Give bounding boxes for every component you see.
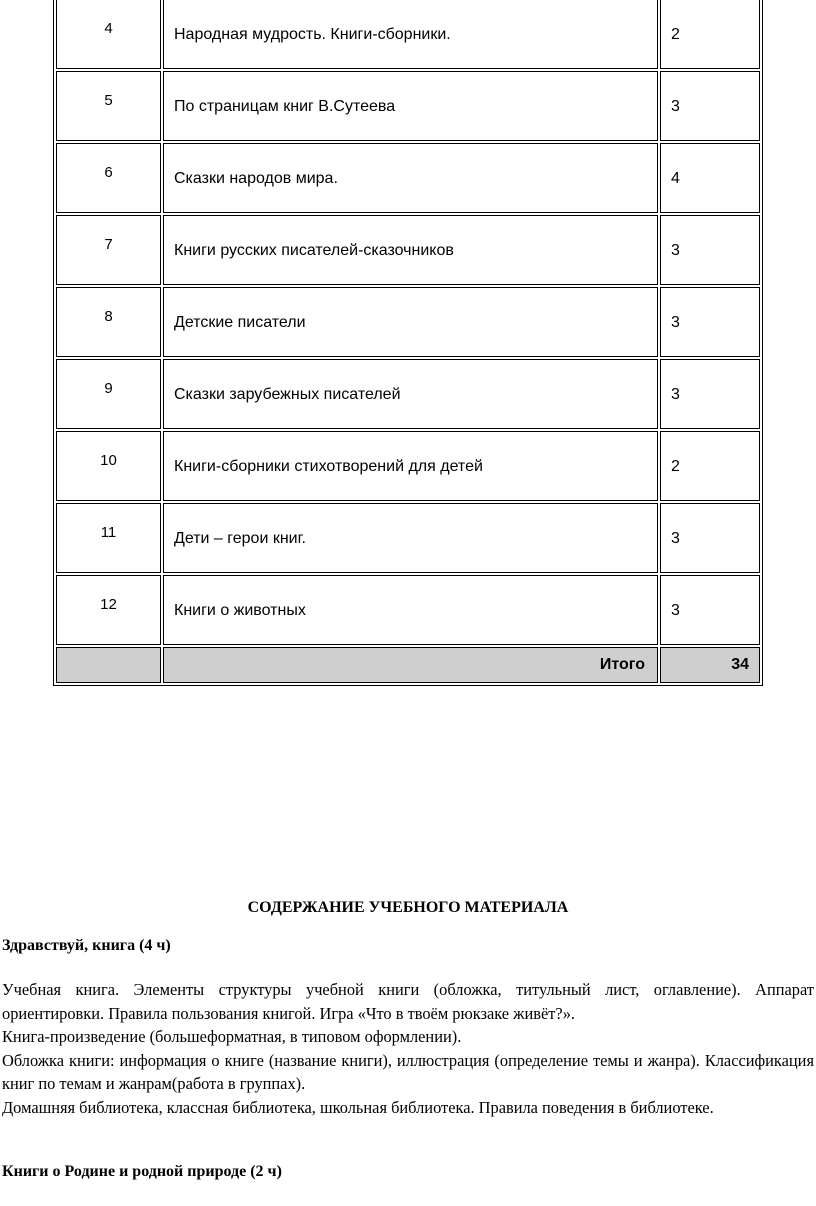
table-row: [56, 287, 760, 357]
table-row: [56, 575, 760, 645]
table-row: [56, 143, 760, 213]
row-number: 5: [104, 92, 113, 109]
row-title: Книги о животных: [174, 602, 306, 619]
row-hours: 4: [671, 170, 680, 187]
table-row: [56, 0, 760, 69]
row-hours: 3: [671, 242, 680, 259]
row-number: 9: [104, 380, 113, 397]
row-hours: 3: [671, 602, 680, 619]
row-title: Сказки зарубежных писателей: [174, 386, 401, 403]
row-title: Народная мудрость. Книги-сборники.: [174, 26, 451, 43]
row-hours: 3: [671, 530, 680, 547]
row-number: 12: [100, 596, 117, 613]
row-hours: 3: [671, 314, 680, 331]
table-row: [56, 359, 760, 429]
row-hours: 3: [671, 98, 680, 115]
table-row: [56, 215, 760, 285]
row-number: 11: [100, 524, 117, 541]
section-title: Книги о Родине и родной природе (2 ч): [2, 1163, 282, 1180]
row-number: 8: [104, 308, 113, 325]
row-hours: 2: [671, 458, 680, 475]
paragraph: Учебная книга. Элементы структуры учебной книги (обложка, титульный лист, оглавление). Аппарат ориентировки. Правила пользования книгой. Игра «Что в твоём рюкзаке живёт?».: [2, 980, 814, 1023]
row-number: 6: [104, 164, 113, 181]
row-title: Детские писатели: [174, 314, 306, 331]
row-hours: 3: [671, 386, 680, 403]
row-title: Книги-сборники стихотворений для детей: [174, 458, 483, 475]
paragraph: Домашняя библиотека, классная библиотека, школьная библиотека. Правила поведения в библиотеке.: [2, 1097, 714, 1117]
total-label: Итого: [599, 656, 645, 673]
curriculum-table: [53, 0, 763, 686]
section-title: Здравствуй, книга (4 ч): [2, 937, 171, 954]
total-row: [56, 647, 760, 683]
table-row: [56, 503, 760, 573]
row-number: 7: [104, 236, 113, 253]
row-title: Сказки народов мира.: [174, 170, 338, 187]
row-hours: 2: [671, 26, 680, 43]
table-row: [56, 71, 760, 141]
row-title: Дети – герои книг.: [174, 530, 306, 547]
row-number: 10: [100, 452, 117, 469]
row-title: По страницам книг В.Сутеева: [174, 98, 396, 115]
row-title: Книги русских писателей-сказочников: [174, 242, 454, 259]
content-heading: СОДЕРЖАНИЕ УЧЕБНОГО МАТЕРИАЛА: [247, 899, 569, 916]
row-number: 4: [104, 20, 113, 37]
paragraph: Обложка книги: информация о книге (название книги), иллюстрация (определение темы и жанра). Классификация книг по темам и жанрам(работа в группах).: [2, 1050, 814, 1093]
total-value: 34: [731, 656, 749, 673]
table-row: [56, 431, 760, 501]
paragraph: Книга-произведение (большеформатная, в типовом оформлении).: [2, 1027, 462, 1046]
section-body: [2, 978, 814, 1119]
